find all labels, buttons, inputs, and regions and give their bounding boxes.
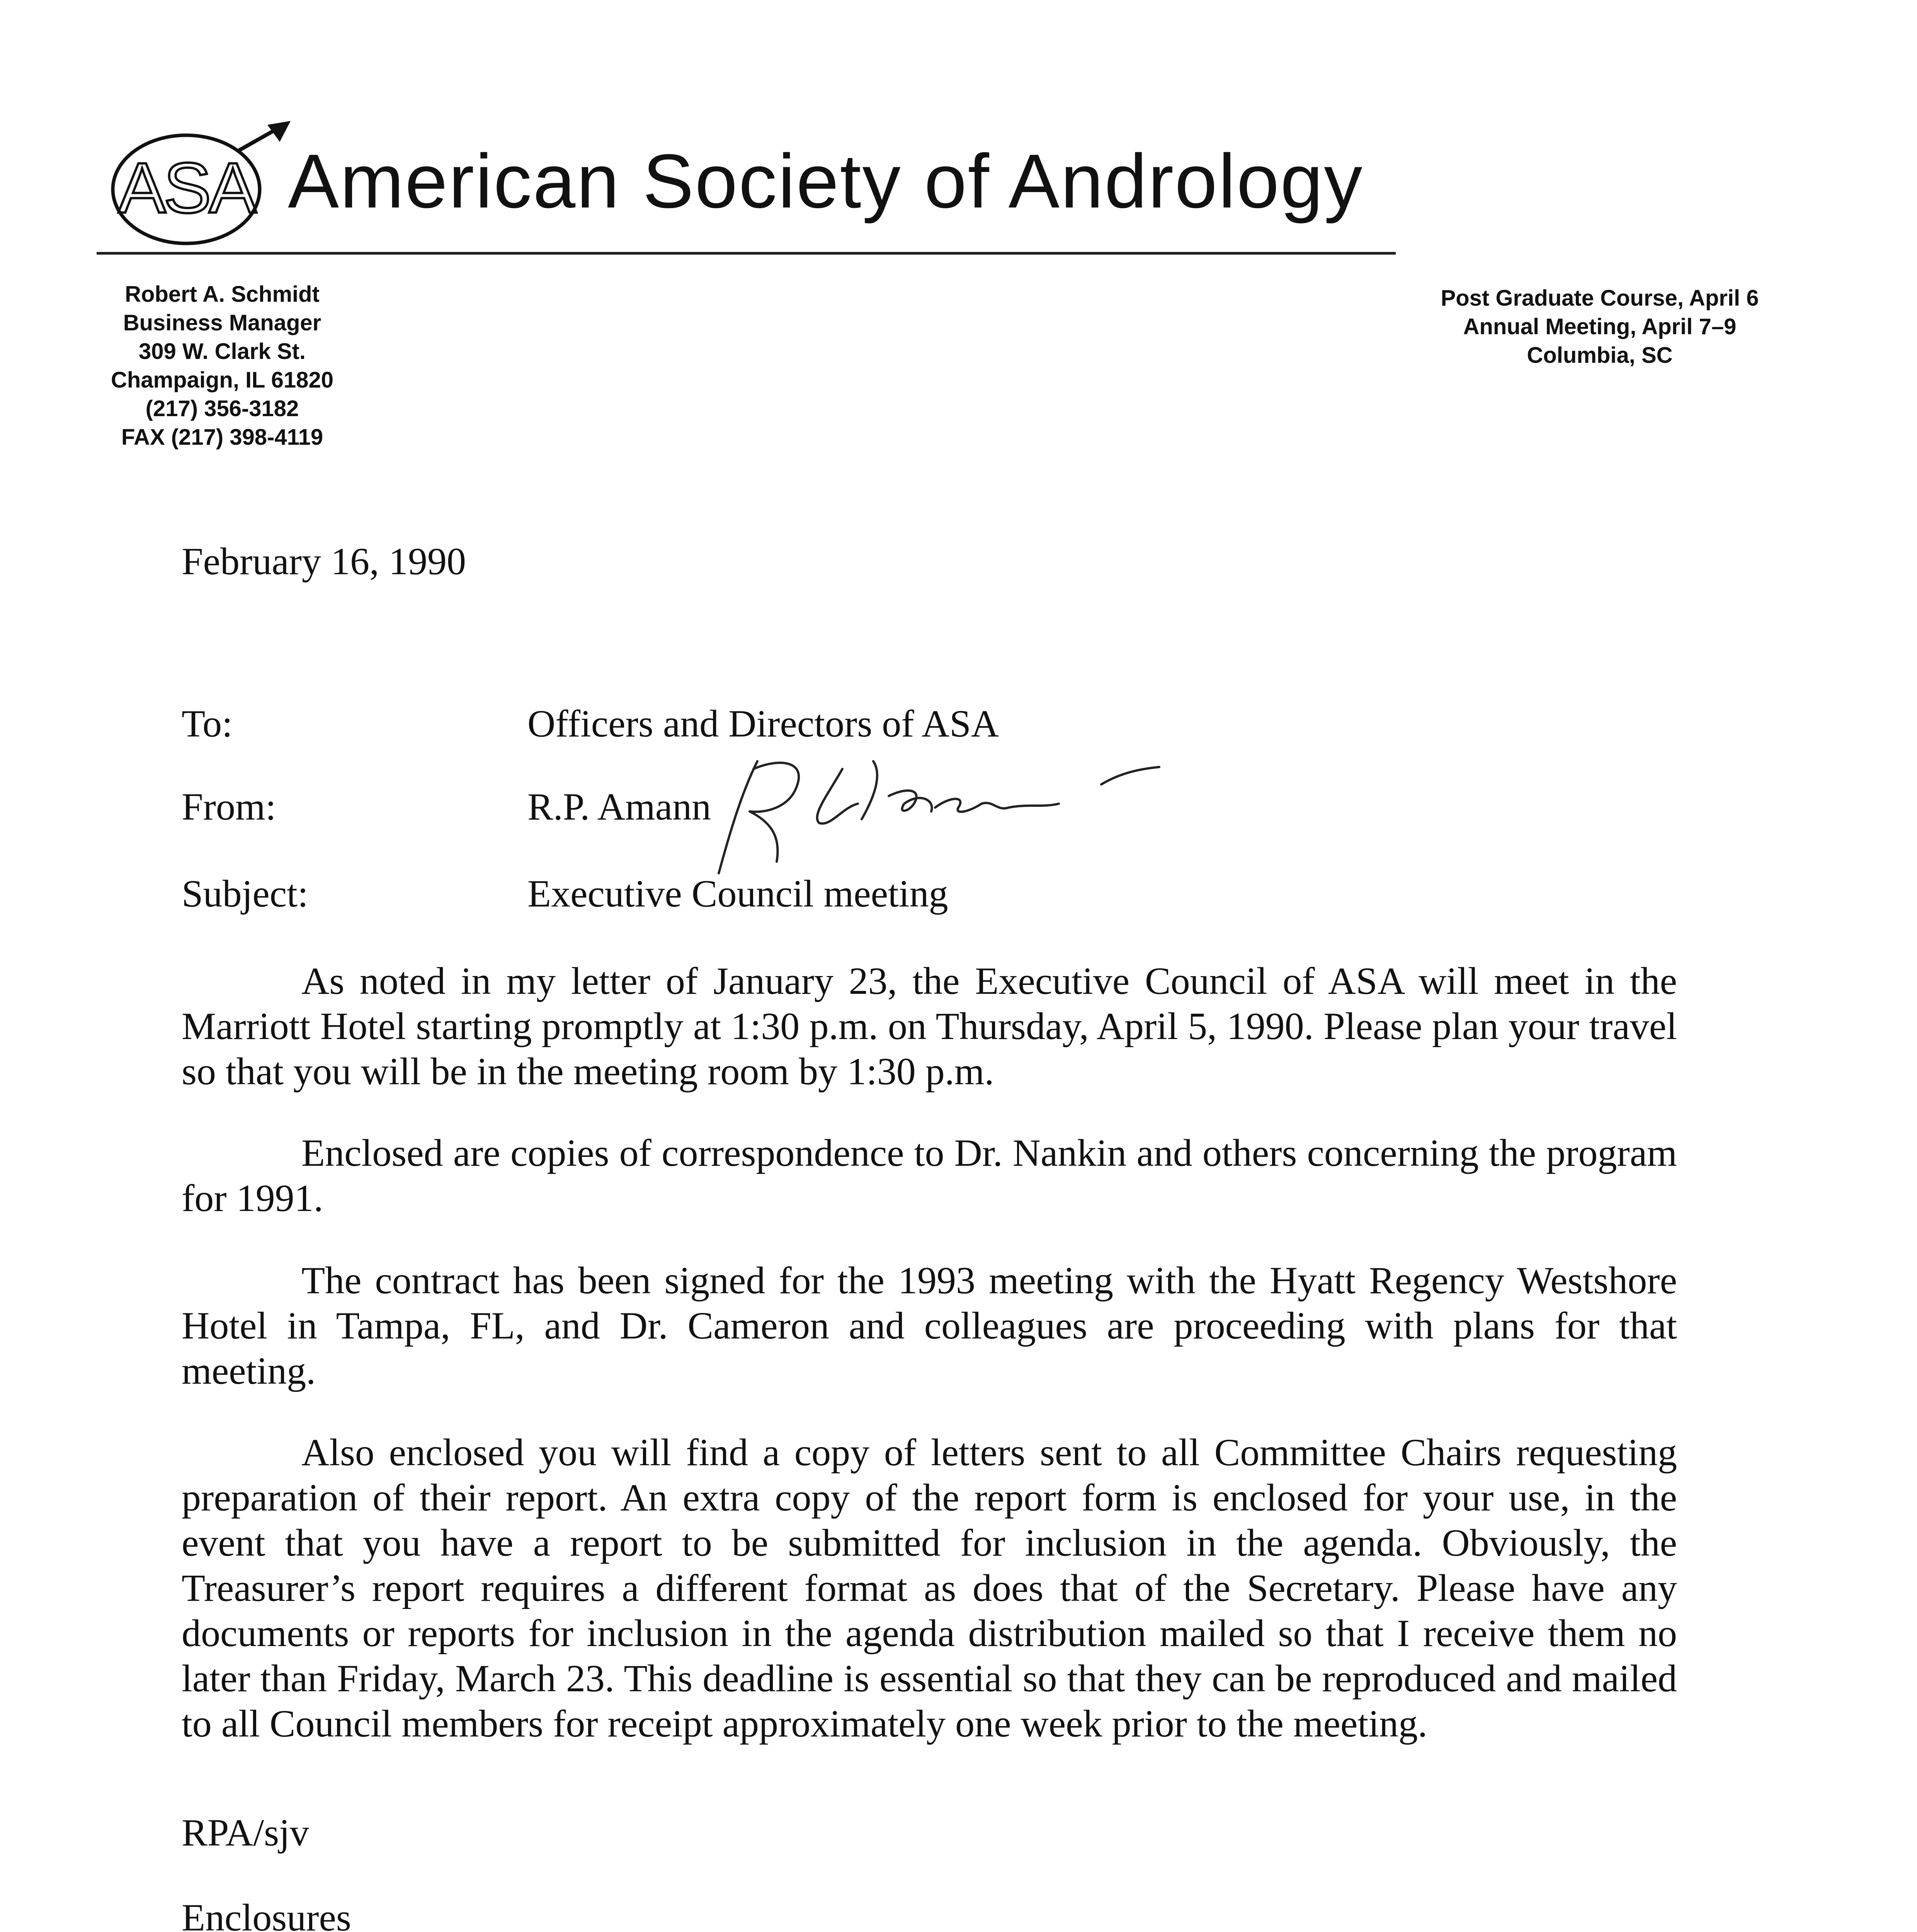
logo-lettering: ASA [118, 148, 255, 228]
meeting-line: Post Graduate Course, April 6 [1441, 286, 1759, 311]
to-label: To: [182, 702, 233, 745]
body-paragraph: As noted in my letter of January 23, the Executive Council of ASA will meet in the Marriott Hotel starting promptly at 1:30 p.m. on Thursday, April 5, 1990. Please plan your travel so that you will be in the meeting room by 1:30 p.m. [182, 959, 1677, 1093]
letter-date: February 16, 1990 [182, 540, 466, 583]
letterhead-rule [97, 252, 1396, 255]
enclosures-note: Enclosures [182, 1896, 351, 1932]
meeting-line: Annual Meeting, April 7–9 [1463, 314, 1737, 339]
address-line: (217) 356-3182 [145, 396, 299, 421]
subject-value: Executive Council meeting [527, 872, 948, 915]
typist-initials: RPA/sjv [182, 1811, 309, 1854]
organization-name: American Society of Andrology [288, 138, 1364, 224]
from-value: R.P. Amann [527, 785, 711, 828]
handwritten-signature [626, 746, 1213, 904]
asa-logo [101, 118, 294, 249]
meeting-info [1426, 284, 1774, 370]
address-line: Champaign, IL 61820 [111, 367, 333, 393]
address-line: FAX (217) 398-4119 [121, 425, 323, 450]
address-line: Business Manager [123, 310, 321, 335]
body-paragraph: Also enclosed you will find a copy of letters sent to all Committee Chairs requesting preparation of their report. An extra copy of the report form is enclosed for your use, in the event that you have a report to be submitted for inclusion in the agenda. Obviously, the Treasurer’s report requires a different format as does that of the Secretary. Please have any documents or reports for inclusion in the agenda distribution mailed so that I receive them no later than Friday, March 23. This deadline is essential so that they can be reproduced and mailed to all Council members for receipt approximately one week prior to the meeting. [182, 1431, 1677, 1745]
meeting-line: Columbia, SC [1527, 343, 1673, 368]
address-line: 309 W. Clark St. [139, 339, 306, 364]
address-line: Robert A. Schmidt [125, 282, 320, 307]
business-manager-address [97, 280, 348, 452]
from-label: From: [182, 785, 276, 828]
body-paragraph: Enclosed are copies of correspondence to Dr. Nankin and others concerning the program for 1991. [182, 1131, 1677, 1219]
subject-label: Subject: [182, 872, 308, 915]
body-paragraph: The contract has been signed for the 1993 meeting with the Hyatt Regency Westshore Hotel in Tampa, FL, and Dr. Cameron and colleagues are proceeding with plans for that meeting. [182, 1259, 1677, 1392]
to-value: Officers and Directors of ASA [527, 702, 999, 745]
